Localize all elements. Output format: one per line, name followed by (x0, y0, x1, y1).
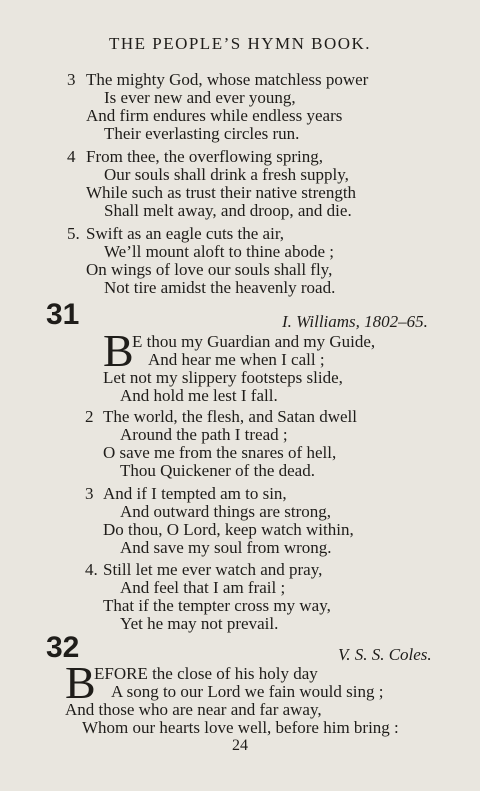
verse-line: While such as trust their native strength (86, 183, 357, 202)
verse-number: 4. (85, 560, 98, 579)
verse-line: A song to our Lord we fain would sing ; (111, 682, 384, 701)
verse-line: Do thou, O Lord, keep watch within, (103, 520, 354, 539)
verse-line: We’ll mount aloft to thine abode ; (104, 242, 334, 261)
verse-line: Is ever new and ever young, (104, 88, 296, 107)
verse-line: Their everlasting circles run. (104, 124, 300, 143)
verse-line: And hear me when I call ; (148, 350, 325, 369)
verse-line: Thou Quickener of the dead. (120, 461, 315, 480)
verse-line: Yet he may not prevail. (120, 614, 279, 633)
verse-line: And save my soul from wrong. (120, 538, 332, 557)
hymn-number: 31 (46, 298, 80, 331)
verse-line: Shall melt away, and droop, and die. (104, 201, 352, 220)
running-header: THE PEOPLE’S HYMN BOOK. (108, 34, 372, 53)
verse-line: Not tire amidst the heavenly road. (104, 278, 336, 297)
verse-line: That if the tempter cross my way, (103, 596, 331, 615)
hymn-author: V. S. S. Coles. (338, 645, 432, 664)
verse-line: EFORE the close of his holy day (94, 664, 318, 683)
verse-line: And outward things are strong, (120, 502, 332, 521)
verse-number: 5. (67, 224, 80, 243)
verse-line: And those who are near and far away, (65, 700, 322, 719)
hymn-number: 32 (46, 631, 80, 664)
verse-line: Let not my slippery footsteps slide, (103, 368, 343, 387)
verse-line: Our souls shall drink a fresh supply, (104, 165, 349, 184)
verse-line: Still let me ever watch and pray, (103, 560, 323, 579)
verse-line: The mighty God, whose matchless power (86, 70, 369, 89)
verse-line: And firm endures while endless years (86, 106, 343, 125)
verse-number: 3 (85, 484, 94, 503)
verse-line: The world, the flesh, and Satan dwell (103, 407, 357, 426)
verse-line: E thou my Guardian and my Guide, (132, 332, 376, 351)
page-number: 24 (232, 737, 248, 754)
verse-line: And hold me lest I fall. (120, 386, 278, 405)
verse-line: O save me from the snares of hell, (103, 443, 337, 462)
verse-line: On wings of love our souls shall fly, (86, 260, 333, 279)
verse-line: And if I tempted am to sin, (103, 484, 287, 503)
verse-line: Swift as an eagle cuts the air, (86, 224, 285, 243)
hymn-author: I. Williams, 1802–65. (282, 312, 428, 331)
verse-line: And feel that I am frail ; (120, 578, 286, 597)
verse-line: Around the path I tread ; (120, 425, 288, 444)
verse-number: 4 (67, 147, 76, 166)
verse-line: Whom our hearts love well, before him bring : (82, 718, 399, 737)
verse-line: From thee, the overflowing spring, (86, 147, 324, 166)
drop-cap: B (65, 657, 96, 708)
verse-number: 3 (67, 70, 76, 89)
verse-number: 2 (85, 407, 94, 426)
drop-cap: B (103, 325, 134, 376)
